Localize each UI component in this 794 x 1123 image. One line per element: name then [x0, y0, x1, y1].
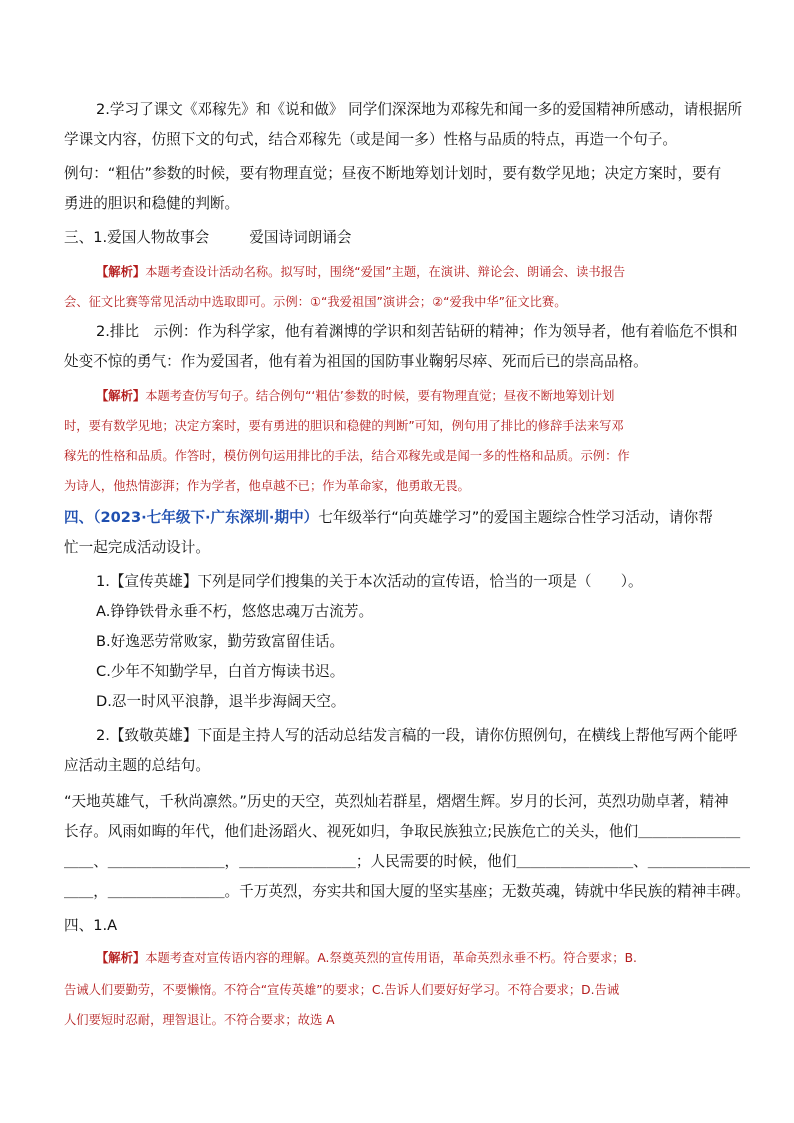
- section-four-heading: [64, 508, 713, 528]
- question-text: 七年级举行“向英雄学习”的爱国主题综合性学习活动，请你帮: [318, 509, 713, 526]
- question-text: 2.【致敬英雄】下面是主持人写的活动总结发言稿的一段，请你仿照例句，在横线上帮他写两个能呼: [96, 727, 738, 744]
- answer-text: 爱国诗词朗诵会: [249, 229, 352, 246]
- analysis-text: 人们要短时忍耐，理智退让。不符合要求；故选 A: [64, 1013, 335, 1027]
- option-b: B.好逸恶劳常败家，勤劳致富留佳话。: [96, 633, 345, 650]
- example-text: 例句：“粗估”参数的时候，要有物理直觉；昼夜不断地筹划计划时，要有数学见地；决定方案时，要有: [64, 165, 722, 182]
- passage-text: ＿＿、＿＿＿＿＿＿＿＿，＿＿＿＿＿＿＿＿；人民需要的时候，他们＿＿＿＿＿＿＿＿、＿＿＿＿＿＿＿: [64, 853, 750, 870]
- passage-text: “天地英雄气，千秋尚凛然。”历史的天空，英烈灿若群星，熠熠生辉。岁月的长河，英烈功勋卓著，精神: [64, 793, 729, 810]
- option-c: C.少年不知勤学早，白首方悔读书迟。: [96, 663, 345, 680]
- analysis-text: 本题考查仿写句子。结合例句“‘粗估’参数的时候，要有物理直觉；昼夜不断地筹划计划: [145, 389, 615, 403]
- answer-heading: [64, 228, 351, 248]
- analysis-text: 本题考查设计活动名称。拟写时，围绕“爱国”主题，在演讲、辩论会、朗诵会、读书报告: [145, 265, 626, 279]
- analysis-paragraph: [96, 262, 625, 282]
- analysis-text: 本题考查对宣传语内容的理解。A.祭奠英烈的宣传用语，革命英烈永垂不朽。符合要求；B.: [145, 951, 637, 965]
- analysis-text: 稼先的性格和品质。作答时，模仿例句运用排比的手法，结合邓稼先或是闻一多的性格和品质。示例：作: [64, 449, 630, 463]
- analysis-text: 时，要有数学见地；决定方案时，要有勇进的胆识和稳健的判断”可知，例句用了排比的修辞手法来写邓: [64, 419, 624, 433]
- answer-text: 三、1.爱国人物故事会: [64, 229, 210, 246]
- analysis-text: 会、征文比赛等常见活动中选取即可。示例：①“我爱祖国”演讲会；②“爱我中华”征文比赛。: [64, 295, 567, 309]
- passage-text: 长存。风雨如晦的年代，他们赴汤蹈火、视死如归，争取民族独立;民族危亡的关头，他们＿＿＿＿＿＿＿: [64, 823, 741, 840]
- passage-text: ＿＿，＿＿＿＿＿＿＿＿。千万英烈，夯实共和国大厦的坚实基座；无数英魂，铸就中华民族的精神丰碑。: [64, 883, 750, 900]
- analysis-tag: 【解析】: [96, 951, 146, 965]
- question-text: 应活动主题的总结句。: [64, 757, 210, 774]
- analysis-paragraph: [96, 386, 614, 406]
- question-text: 忙一起完成活动设计。: [64, 539, 210, 556]
- analysis-text: 为诗人，他热情澎湃；作为学者，他卓越不已；作为革命家，他勇敢无畏。: [64, 479, 470, 493]
- answer-text: 2.排比 示例：作为科学家，他有着渊博的学识和刻苦钻研的精神；作为领导者，他有着临危不惧和: [96, 323, 738, 340]
- analysis-tag: 【解析】: [96, 265, 146, 279]
- question-text: 2.学习了课文《邓稼先》和《说和做》 同学们深深地为邓稼先和闻一多的爱国精神所感动，请根据所: [96, 101, 743, 118]
- analysis-text: 告诫人们要勤劳，不要懒惰。不符合“宣传英雄”的要求；C.告诉人们要好好学习。不符合要求；D.告诫: [64, 983, 620, 997]
- option-d: D.忍一时风平浪静，退半步海阔天空。: [96, 693, 346, 710]
- question-source: 四、（2023·七年级下·广东深圳·期中）: [64, 509, 319, 526]
- analysis-tag: 【解析】: [96, 389, 146, 403]
- question-text: 学课文内容，仿照下文的句式，结合邓稼先（或是闻一多）性格与品质的特点，再造一个句子。: [64, 131, 677, 148]
- analysis-paragraph: [96, 948, 637, 968]
- answer-text: 处变不惊的勇气：作为爱国者，他有着为祖国的国防事业鞠躬尽瘁、死而后已的崇高品格。: [64, 353, 648, 370]
- question-text: 1.【宣传英雄】下列是同学们搜集的关于本次活动的宣传语，恰当的一项是（ ）。: [96, 573, 643, 590]
- option-a: A.铮铮铁骨永垂不朽，悠悠忠魂万古流芳。: [96, 603, 374, 620]
- answer-text: 四、1.A: [64, 917, 118, 934]
- example-text: 勇进的胆识和稳健的判断。: [64, 195, 240, 212]
